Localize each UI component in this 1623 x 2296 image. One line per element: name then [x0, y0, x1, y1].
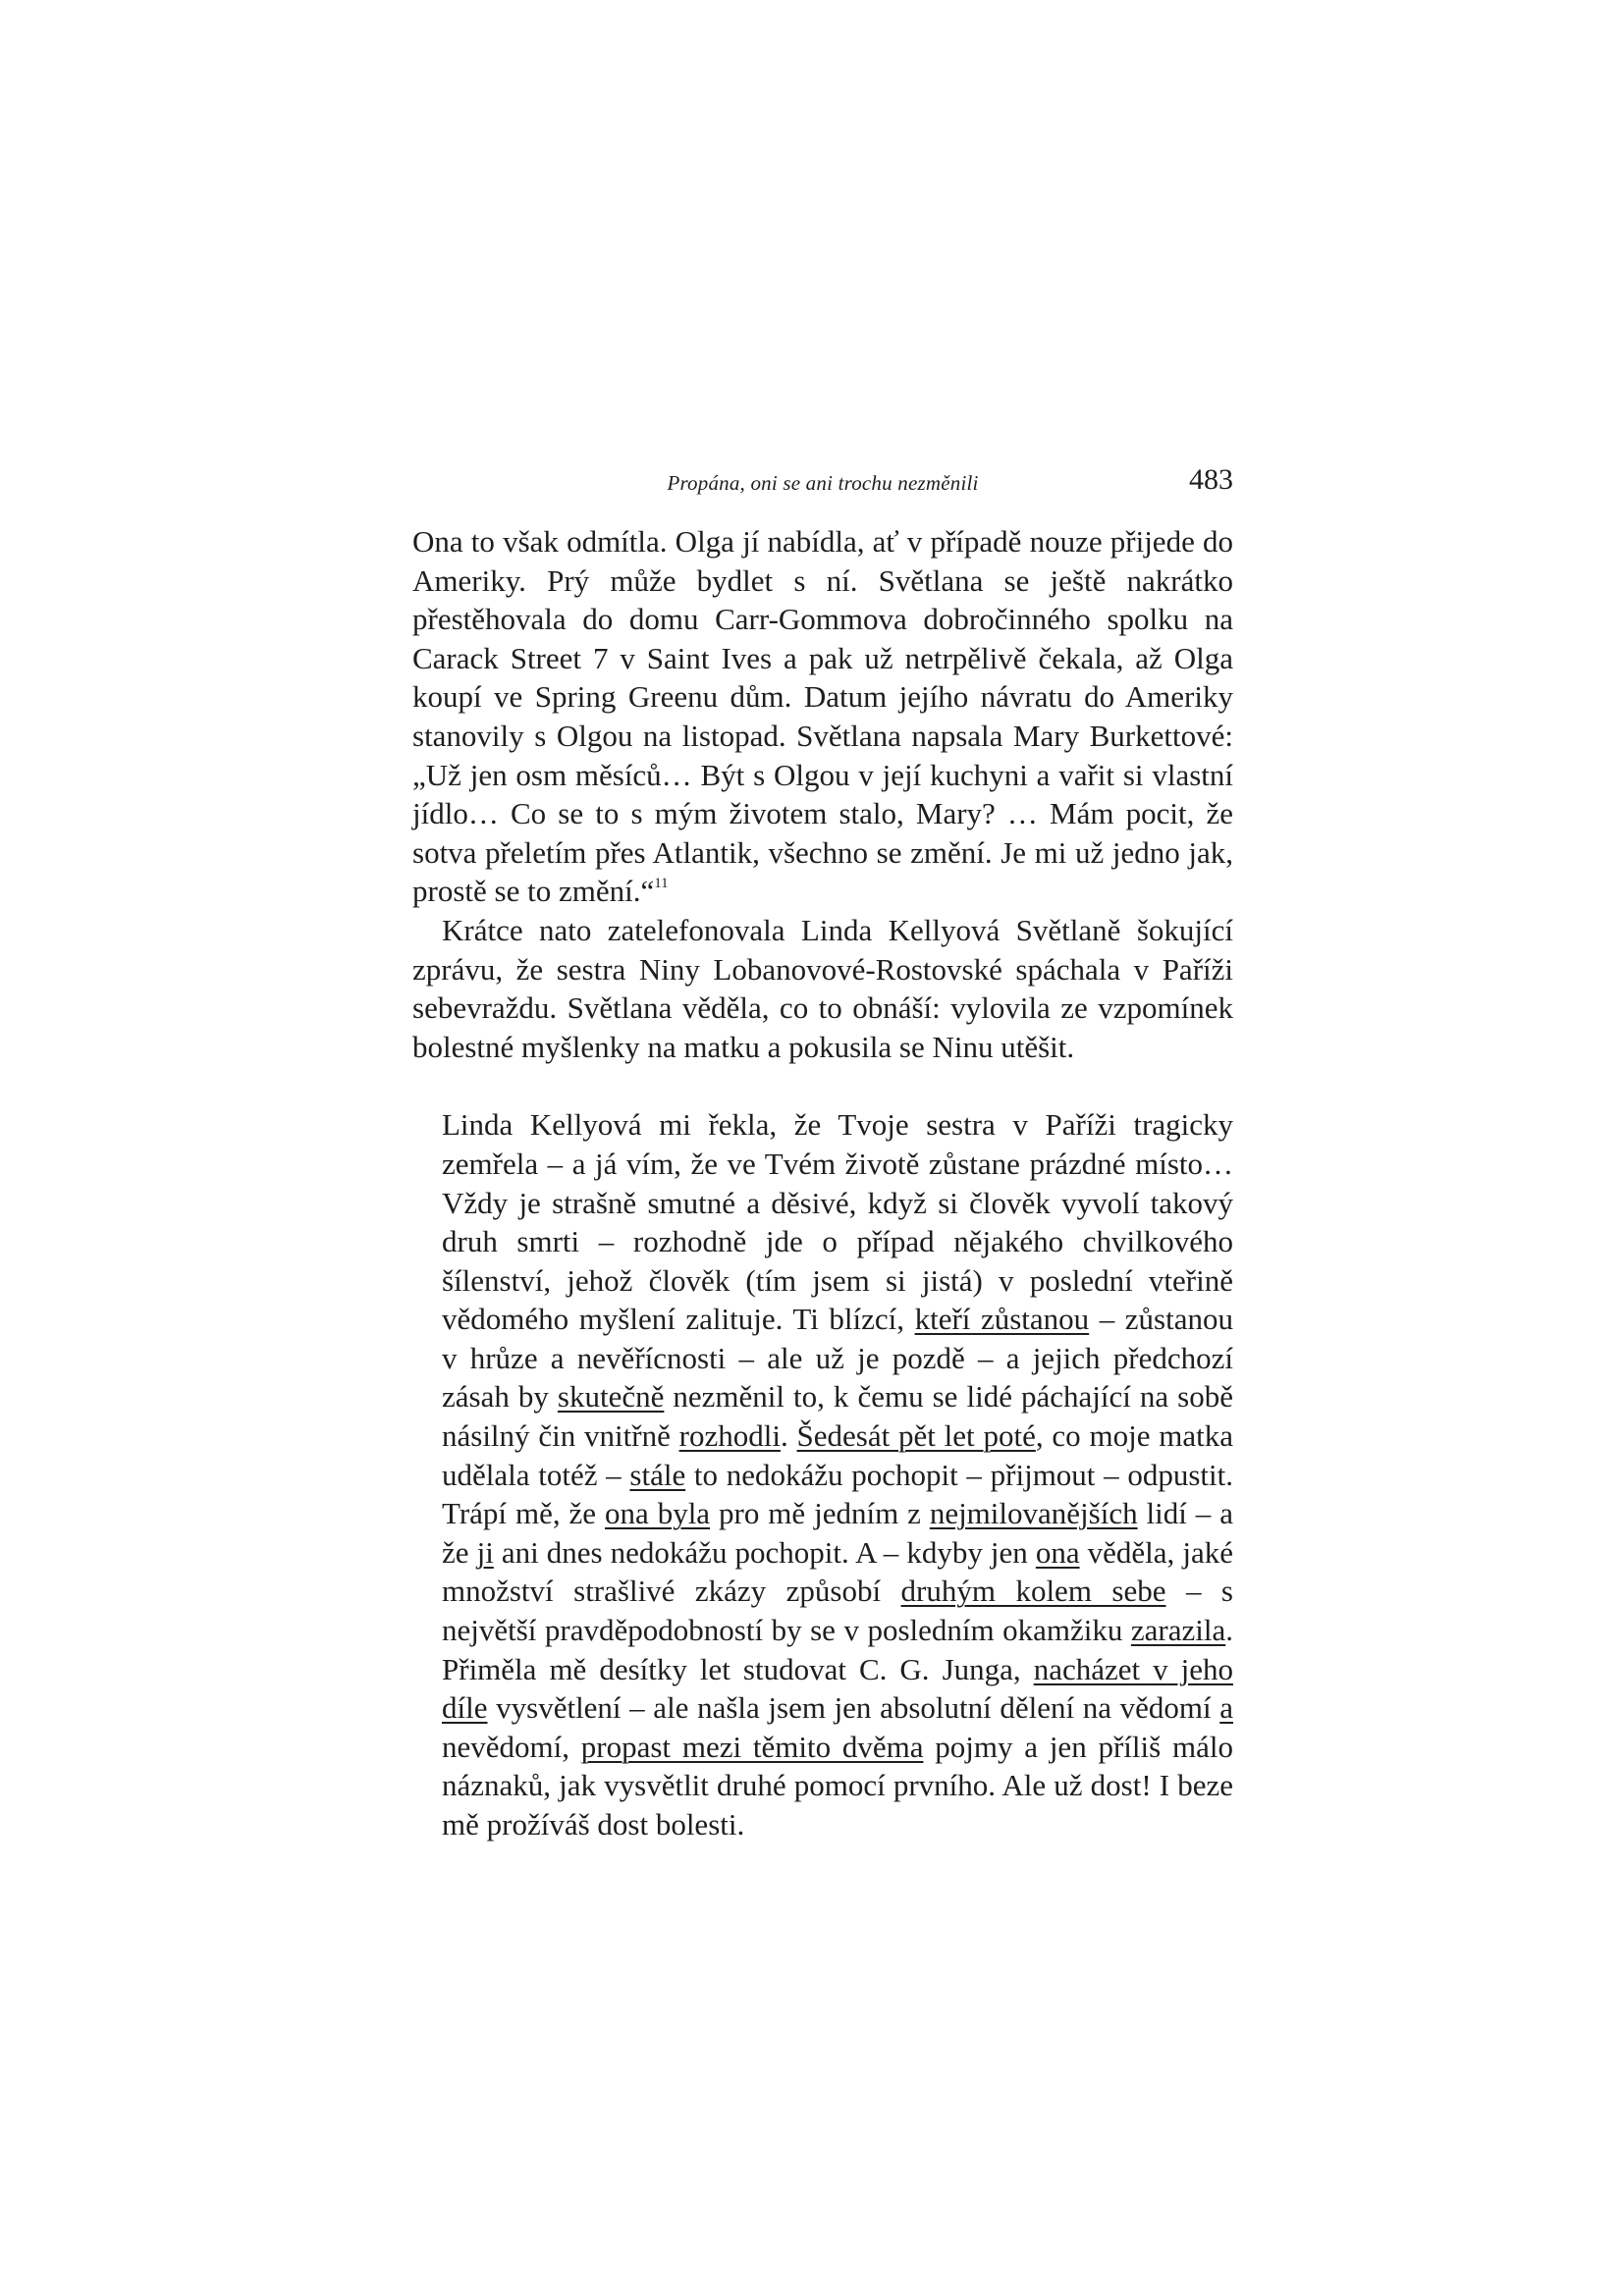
- page-header: [412, 463, 1233, 503]
- underlined-emphasis: a: [1219, 1690, 1233, 1726]
- letter-text: lidí – a že: [442, 1496, 1233, 1570]
- underlined-emphasis: Šedesát pět let poté: [796, 1418, 1036, 1454]
- letter-text: nevědomí,: [442, 1729, 581, 1764]
- footnote-marker: 11: [654, 876, 669, 892]
- letter-text: věděla, jaké množství strašlivé zkázy způsobí: [442, 1534, 1233, 1609]
- letter-text: , co moje matka udělala totéž –: [442, 1418, 1234, 1492]
- underlined-emphasis: ona byla: [605, 1496, 711, 1531]
- paragraph-1: [412, 522, 1233, 911]
- paragraph-1-text: Ona to však odmítla. Olga jí nabídla, ať v případě nouze přijede do Ameriky. Prý může bydlet s ní. Světlana se ještě nakrátko přestěhovala do domu Carr-Gommova dobročinného spolku na Carack Street 7 v Saint Ives a pak už netrpělivě čekala, až Olga koupí ve Spring Greenu dům. Datum jejího návratu do Ameriky stanovily s Olgou na listopad. Světlana napsala Mary Burkettové: „Už jen osm měsíců… Být s Olgou v její kuchyni a vařit si vlastní jídlo… Co se to s mým životem stalo, Mary? … Mám pocit, že sotva přeletím přes Atlantik, všechno se změní. Je mi už jedno jak, prostě se to změní.“: [412, 524, 1233, 909]
- page-number: 483: [1189, 463, 1233, 496]
- paragraph-2: Krátce nato zatelefonovala Linda Kellyová Světlaně šokující zprávu, že sestra Niny Lobanovové-Rostovské spáchala v Paříži sebevraždu. Světlana věděla, co to obnáší: vylovila ze vzpomínek bolestné myšlenky na matku a pokusila se Ninu utěšit.: [412, 912, 1233, 1064]
- underlined-emphasis: skutečně: [557, 1379, 665, 1415]
- underlined-emphasis: ji: [476, 1534, 494, 1570]
- underlined-emphasis: propast mezi těmito dvěma: [580, 1729, 924, 1764]
- underlined-emphasis: stále: [629, 1457, 686, 1492]
- letter-text: .: [780, 1418, 797, 1454]
- underlined-emphasis: ona: [1035, 1534, 1080, 1570]
- letter-text: pojmy a jen příliš málo náznaků, jak vysvětlit druhé pomocí prvního. Ale už dost! I beze mě prožíváš dost bolesti.: [442, 1729, 1233, 1842]
- letter-text: – zůstanou v hrůze a nevěřícnosti – ale už je pozdě – a jejich předchozí zásah by: [442, 1302, 1233, 1415]
- underlined-emphasis: kteří zůstanou: [914, 1302, 1090, 1337]
- underlined-emphasis: nejmilovanějších: [929, 1496, 1138, 1531]
- letter-text: Linda Kellyová mi řekla, že Tvoje sestra v Paříži tragicky zemřela – a já vím, že ve Tvém životě zůstane prázdné místo… Vždy je strašně smutné a děsivé, když si člověk vyvolí takový druh smrti – rozhodně jde o případ nějakého chvilkového šílenství, jehož člověk (tím jsem si jistá) v poslední vteřině vědomého myšlení zalituje. Ti blízcí,: [442, 1107, 1233, 1337]
- letter-text: vysvětlení – ale našla jsem jen absolutní dělení na vědomí: [487, 1690, 1220, 1726]
- running-head: Propána, oni se ani trochu nezměnili: [667, 471, 979, 495]
- underlined-emphasis: zarazila: [1130, 1613, 1226, 1648]
- letter-text: to nedokážu pochopit – přijmout – odpustit. Trápí mě, že: [442, 1457, 1233, 1531]
- letter-text: . Přiměla mě desítky let studovat C. G. Junga,: [442, 1613, 1233, 1686]
- letter-text: nezměnil to, k čemu se lidé páchající na sobě násilný čin vnitřně: [442, 1379, 1233, 1454]
- letter-text: pro mě jedním z: [710, 1496, 930, 1531]
- letter-text: – s největší pravděpodobností by se v posledním okamžiku: [442, 1574, 1233, 1648]
- letter-text: ani dnes nedokážu pochopit. A – kdyby jen: [493, 1534, 1036, 1570]
- body-text: [412, 522, 1233, 1844]
- underlined-emphasis: druhým kolem sebe: [900, 1574, 1166, 1609]
- underlined-emphasis: rozhodli: [678, 1418, 781, 1454]
- letter-quote: [412, 1105, 1233, 1843]
- underlined-emphasis: nacházet v jeho díle: [442, 1651, 1234, 1726]
